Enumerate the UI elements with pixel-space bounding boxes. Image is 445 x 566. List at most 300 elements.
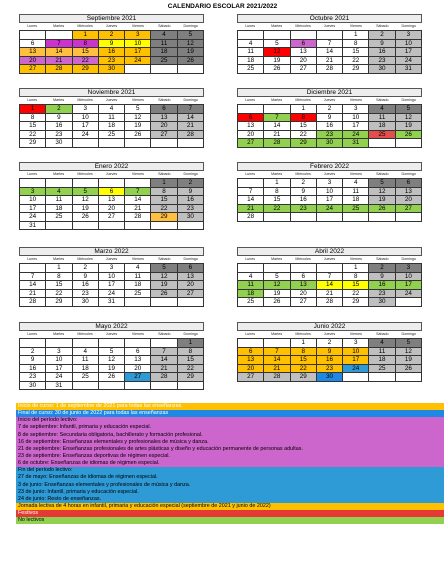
weekday-label: Martes [271,98,283,102]
day-grid [19,104,204,148]
day-cell: 22 [291,131,317,140]
day-cell: 22 [46,290,72,299]
day-cell: 28 [125,213,151,222]
weekday-label: Jueves [105,332,118,336]
weekday-label: Domingo [401,24,416,28]
day-cell [317,213,343,222]
day-cell: 13 [396,188,422,197]
weekday-header [237,23,422,30]
day-cell: 11 [73,356,99,365]
month-title: Mayo 2022 [19,322,204,331]
day-cell: 17 [396,281,422,290]
day-cell: 22 [291,365,317,374]
day-cell: 1 [343,31,369,40]
day-grid [19,263,204,307]
weekday-label: Martes [271,332,283,336]
day-cell: 16 [369,281,395,290]
legend-row: 6 de octubre: Enseñanzas de idiomas de régimen especial. [16,460,444,467]
day-cell: 2 [178,179,204,188]
day-cell: 15 [291,122,317,131]
day-cell: 11 [238,281,264,290]
weekday-label: Viernes [349,24,362,28]
day-cell: 26 [264,298,290,307]
legend-row: Jornada lectiva de 4 horas en infantil, primaria y educación especial (septiembre de 2021 y junio de 2022) [16,503,444,510]
day-cell: 12 [396,114,422,123]
day-cell: 27 [178,290,204,299]
day-cell: 30 [317,373,343,382]
day-cell: 3 [99,264,125,273]
day-cell [369,139,395,148]
weekday-label: Domingo [401,257,416,261]
day-cell [125,65,151,74]
day-cell: 19 [178,48,204,57]
day-cell: 11 [343,188,369,197]
day-cell: 27 [20,65,46,74]
day-cell: 6 [396,179,422,188]
day-cell: 20 [151,122,177,131]
day-cell: 29 [151,213,177,222]
day-cell: 4 [73,348,99,357]
day-cell: 24 [343,365,369,374]
weekday-label: Martes [271,172,283,176]
legend-row: 16 de septiembre: Enseñanzas elementales y profesionales de música y danza. [16,439,444,446]
day-cell: 24 [396,290,422,299]
day-cell: 7 [264,114,290,123]
month-mayo-2022 [19,322,204,390]
weekday-label: Miércoles [295,98,311,102]
day-cell: 22 [151,205,177,214]
weekday-label: Domingo [183,24,198,28]
day-cell: 29 [291,139,317,148]
day-cell: 17 [343,122,369,131]
weekday-label: Martes [271,24,283,28]
day-cell: 19 [396,356,422,365]
day-cell: 8 [20,114,46,123]
day-cell: 29 [178,373,204,382]
day-cell [46,179,72,188]
weekday-label: Sábado [376,24,389,28]
day-cell: 31 [396,65,422,74]
day-cell: 24 [99,290,125,299]
day-cell [20,31,46,40]
day-cell: 9 [99,40,125,49]
month-title: Marzo 2022 [19,247,204,256]
day-cell: 17 [343,356,369,365]
day-cell: 12 [396,348,422,357]
day-cell: 12 [125,114,151,123]
day-cell: 24 [46,373,72,382]
weekday-label: Domingo [401,172,416,176]
day-cell: 8 [343,40,369,49]
weekday-header [237,171,422,178]
weekday-label: Lunes [27,332,38,336]
weekday-label: Jueves [323,24,336,28]
day-cell [178,139,204,148]
day-cell: 20 [99,205,125,214]
day-cell [291,264,317,273]
day-cell: 12 [264,48,290,57]
weekday-header [19,23,204,30]
day-cell: 30 [369,65,395,74]
day-cell: 11 [99,114,125,123]
day-cell: 20 [291,290,317,299]
weekday-label: Miércoles [77,24,93,28]
day-cell: 1 [343,264,369,273]
day-cell [151,382,177,391]
day-cell [238,31,264,40]
day-cell: 10 [99,273,125,282]
day-cell: 16 [369,48,395,57]
weekday-label: Martes [53,332,65,336]
month-enero-2022 [19,162,204,230]
day-cell: 15 [20,122,46,131]
day-cell: 21 [151,365,177,374]
day-cell: 4 [369,105,395,114]
day-cell: 25 [369,131,395,140]
day-cell: 18 [369,356,395,365]
day-cell: 27 [291,65,317,74]
weekday-label: Lunes [245,257,256,261]
legend-row: 23 de junio: Infantil, primaria y educación especial. [16,489,444,496]
weekday-header [237,331,422,338]
day-cell: 10 [343,348,369,357]
day-cell: 14 [317,281,343,290]
day-cell [264,105,290,114]
day-cell: 18 [46,205,72,214]
weekday-label: Domingo [183,172,198,176]
day-cell: 14 [46,48,72,57]
day-cell: 30 [369,298,395,307]
month-octubre-2021 [237,14,422,74]
day-cell: 3 [20,188,46,197]
day-cell: 17 [317,196,343,205]
weekday-label: Lunes [245,98,256,102]
day-cell: 24 [73,131,99,140]
day-cell [125,339,151,348]
day-cell: 31 [46,382,72,391]
day-cell: 25 [46,213,72,222]
legend-row: Inicio del período lectivo: [16,417,444,424]
weekday-label: Miércoles [295,24,311,28]
day-cell: 16 [46,122,72,131]
month-title: Noviembre 2021 [19,88,204,97]
day-cell: 2 [99,31,125,40]
day-cell: 23 [73,290,99,299]
day-cell: 9 [178,188,204,197]
day-cell: 16 [317,122,343,131]
day-cell: 1 [291,105,317,114]
day-cell [291,31,317,40]
day-cell: 13 [291,48,317,57]
day-cell [125,382,151,391]
day-cell [396,213,422,222]
weekday-label: Jueves [105,24,118,28]
weekday-label: Jueves [105,98,118,102]
day-cell: 15 [291,356,317,365]
day-cell: 24 [317,205,343,214]
day-cell: 4 [238,40,264,49]
day-cell: 4 [151,31,177,40]
day-cell: 23 [317,365,343,374]
day-cell: 1 [264,179,290,188]
day-cell: 4 [125,264,151,273]
day-cell: 18 [238,290,264,299]
day-cell: 23 [317,131,343,140]
month-diciembre-2021 [237,88,422,148]
day-cell: 19 [264,57,290,66]
weekday-label: Lunes [27,24,38,28]
day-cell: 23 [291,205,317,214]
month-title: Octubre 2021 [237,14,422,23]
day-cell [99,139,125,148]
weekday-label: Miércoles [295,257,311,261]
day-cell: 10 [125,40,151,49]
day-cell: 21 [46,57,72,66]
day-cell: 10 [343,114,369,123]
legend-row: 7 de septiembre: Infantil, primaria y educación especial. [16,424,444,431]
day-cell: 28 [264,373,290,382]
day-cell: 23 [99,57,125,66]
day-cell: 17 [99,281,125,290]
day-cell: 26 [99,373,125,382]
day-cell: 22 [343,57,369,66]
day-cell: 19 [396,122,422,131]
day-cell: 23 [178,205,204,214]
weekday-label: Lunes [27,257,38,261]
day-cell: 6 [291,40,317,49]
weekday-label: Viernes [131,257,144,261]
day-cell: 19 [73,205,99,214]
month-title: Abril 2022 [237,247,422,256]
day-cell: 3 [343,105,369,114]
day-grid [19,30,204,74]
day-cell [46,222,72,231]
day-cell: 16 [317,356,343,365]
weekday-header [237,256,422,263]
weekday-header [19,97,204,104]
day-cell: 19 [125,122,151,131]
day-cell: 27 [125,373,151,382]
day-cell: 2 [369,264,395,273]
day-cell: 13 [151,114,177,123]
day-cell [369,213,395,222]
day-cell [99,222,125,231]
weekday-header [19,171,204,178]
day-cell: 13 [178,273,204,282]
legend [16,403,444,524]
day-cell [151,139,177,148]
day-cell: 16 [20,365,46,374]
day-cell: 6 [125,348,151,357]
day-cell [125,139,151,148]
legend-row: 21 de septiembre: Enseñanzas profesionales de artes plásticas y diseño y educación permanente de personas adultas. [16,446,444,453]
day-cell: 8 [73,40,99,49]
day-cell: 5 [369,179,395,188]
day-cell [73,222,99,231]
day-cell: 6 [20,40,46,49]
day-cell [343,373,369,382]
weekday-label: Viernes [349,98,362,102]
day-cell [396,298,422,307]
day-cell: 11 [125,273,151,282]
day-cell: 9 [73,273,99,282]
day-cell: 16 [291,196,317,205]
day-cell: 18 [238,57,264,66]
day-cell [396,373,422,382]
day-cell: 18 [151,48,177,57]
weekday-label: Domingo [183,98,198,102]
day-cell: 14 [317,48,343,57]
day-cell: 21 [20,290,46,299]
day-cell: 3 [46,348,72,357]
day-cell: 30 [20,382,46,391]
day-cell: 4 [99,105,125,114]
day-cell: 3 [73,105,99,114]
day-cell: 1 [178,339,204,348]
day-cell: 2 [46,105,72,114]
day-cell: 26 [151,290,177,299]
day-cell: 15 [46,281,72,290]
day-cell [99,339,125,348]
day-cell: 27 [99,213,125,222]
weekday-label: Miércoles [77,257,93,261]
day-cell [343,213,369,222]
legend-row: 24 de junio: Resto de enseñanzas. [16,496,444,503]
day-cell: 8 [291,114,317,123]
day-cell: 5 [264,40,290,49]
day-cell: 25 [73,373,99,382]
day-cell: 16 [73,281,99,290]
day-cell: 12 [99,356,125,365]
day-cell: 25 [238,298,264,307]
weekday-label: Martes [53,98,65,102]
day-cell: 8 [151,188,177,197]
day-grid [237,178,422,222]
day-cell: 15 [73,48,99,57]
day-cell: 7 [151,348,177,357]
day-cell [151,298,177,307]
day-cell: 13 [238,122,264,131]
weekday-label: Sábado [158,172,171,176]
day-cell: 12 [264,281,290,290]
day-cell: 21 [264,131,290,140]
day-grid [19,338,204,390]
day-cell: 28 [317,65,343,74]
day-cell [264,213,290,222]
day-cell: 20 [125,365,151,374]
day-cell: 17 [46,365,72,374]
legend-row: 8 de septiembre: Secundaria obligatoria, bachillerato y formación profesional. [16,432,444,439]
weekday-label: Sábado [158,98,171,102]
day-cell [20,339,46,348]
weekday-label: Martes [53,24,65,28]
day-cell: 21 [125,205,151,214]
weekday-label: Jueves [105,257,118,261]
day-cell: 18 [369,122,395,131]
day-cell: 20 [396,196,422,205]
month-septiembre-2021 [19,14,204,74]
day-cell: 16 [99,48,125,57]
day-cell: 28 [20,298,46,307]
day-cell: 3 [317,179,343,188]
day-cell: 25 [369,365,395,374]
weekday-label: Viernes [131,172,144,176]
day-cell: 9 [369,40,395,49]
day-cell [264,339,290,348]
day-cell [238,339,264,348]
day-cell: 6 [238,348,264,357]
day-cell: 10 [396,273,422,282]
day-cell: 14 [264,122,290,131]
day-cell [73,382,99,391]
day-cell: 14 [125,196,151,205]
month-abril-2022 [237,247,422,307]
day-cell: 5 [125,105,151,114]
day-cell: 17 [73,122,99,131]
day-cell: 30 [99,65,125,74]
day-cell [396,139,422,148]
day-cell: 3 [125,31,151,40]
weekday-label: Jueves [323,332,336,336]
month-junio-2022 [237,322,422,382]
weekday-header [237,97,422,104]
weekday-label: Martes [271,257,283,261]
day-cell: 14 [238,196,264,205]
weekday-label: Viernes [131,24,144,28]
day-cell: 31 [99,298,125,307]
weekday-label: Jueves [323,98,336,102]
weekday-label: Miércoles [77,98,93,102]
day-cell [151,222,177,231]
month-title: Diciembre 2021 [237,88,422,97]
day-cell: 19 [264,290,290,299]
day-cell: 1 [291,339,317,348]
weekday-label: Viernes [349,332,362,336]
day-cell: 11 [369,114,395,123]
day-cell: 20 [20,57,46,66]
day-cell: 25 [99,131,125,140]
day-cell [20,264,46,273]
legend-row: 27 de mayo: Enseñanzas de idiomas de régimen especial. [16,474,444,481]
day-cell [99,382,125,391]
day-cell: 13 [99,196,125,205]
day-cell: 1 [46,264,72,273]
weekday-label: Miércoles [295,172,311,176]
weekday-label: Sábado [158,24,171,28]
day-cell: 8 [178,348,204,357]
day-cell [238,179,264,188]
day-cell [73,139,99,148]
day-cell: 10 [46,356,72,365]
day-cell: 10 [317,188,343,197]
day-cell [238,105,264,114]
day-cell: 13 [238,356,264,365]
day-cell: 21 [264,365,290,374]
day-cell: 22 [264,205,290,214]
day-cell: 23 [369,57,395,66]
weekday-header [19,331,204,338]
day-cell: 14 [178,114,204,123]
day-cell: 27 [238,373,264,382]
day-cell: 9 [369,273,395,282]
day-cell: 20 [238,131,264,140]
weekday-label: Domingo [401,98,416,102]
day-cell: 14 [151,356,177,365]
day-cell: 22 [178,365,204,374]
day-cell: 15 [343,48,369,57]
day-cell: 1 [151,179,177,188]
weekday-label: Viernes [349,172,362,176]
